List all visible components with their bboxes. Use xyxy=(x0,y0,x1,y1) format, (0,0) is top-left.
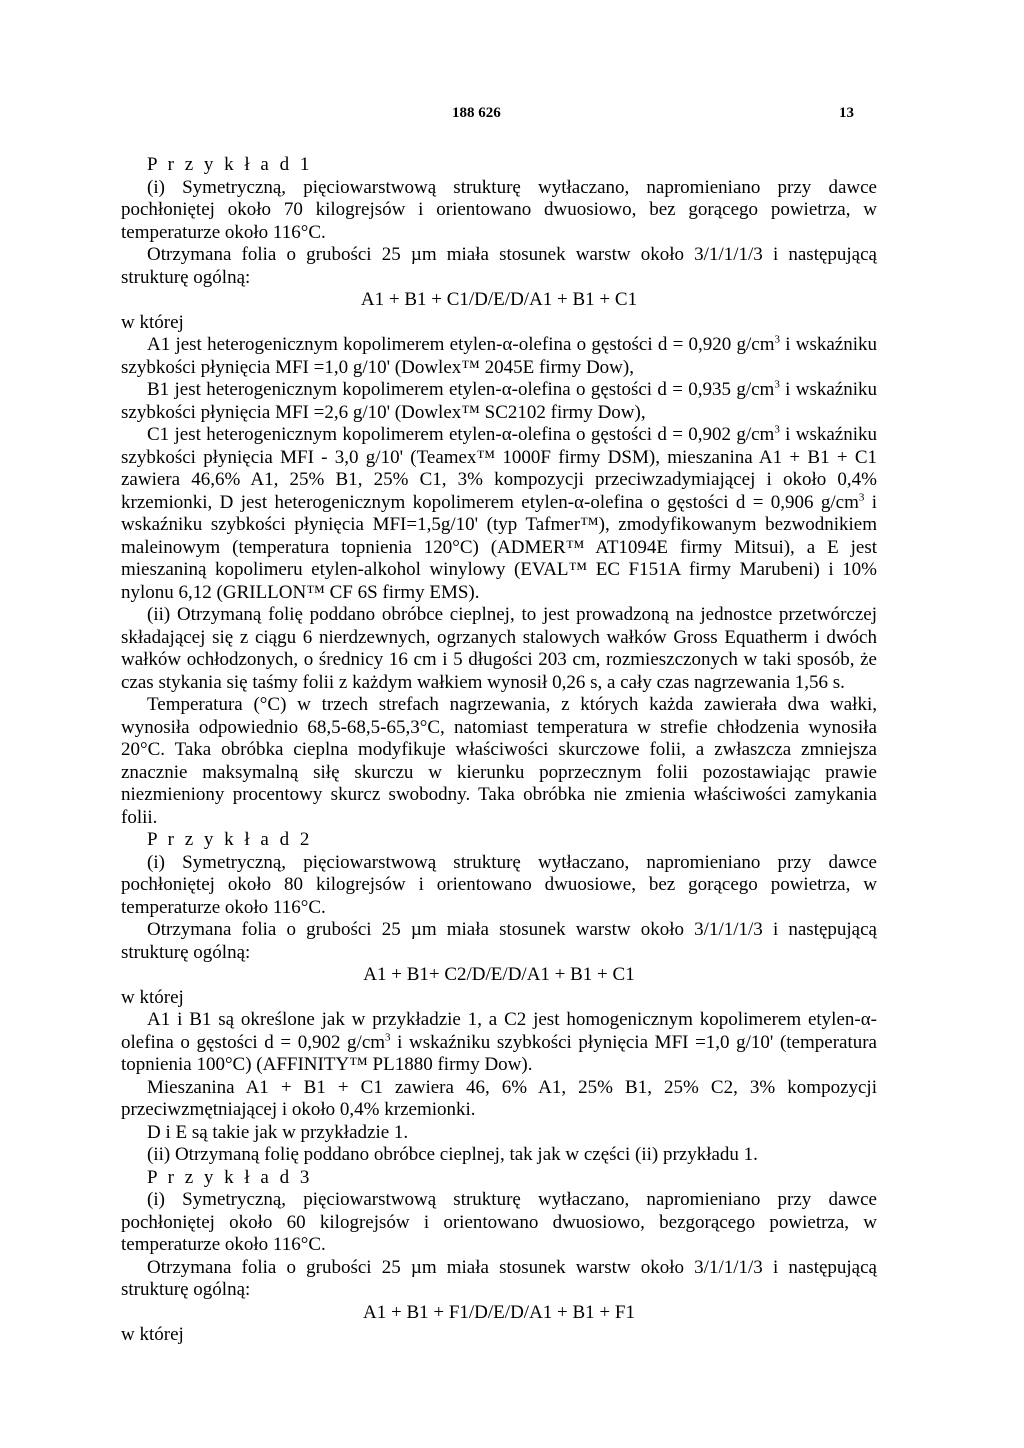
page-number: 13 xyxy=(839,105,854,121)
example-2-mixture: Mieszanina A1 + B1 + C1 zawiera 46, 6% A1, 25% B1, 25% C2, 3% kompozycji przeciwzmętniającej i około 0,4% krzemionki. xyxy=(121,1076,877,1120)
example-3-film-description: Otrzymana folia o grubości 25 µm miała stosunek warstw około 3/1/1/1/3 i następującą strukturę ogólną: xyxy=(121,1256,877,1300)
example-1-c1-definition: C1 jest heterogenicznym kopolimerem etylen-α-olefina o gęstości d = 0,902 $g/cm^3$ i wskaźniku szybkości płynięcia MFI - 3,0 g/10' (Teamex™ 1000F firmy DSM), mieszanina A1 + B1 + C1 zawiera 46,6% A1, 25% B1, 25% C1, 3% kompozycji przeciwzadymiającej i około 0,4% krzemionki, D jest heterogenicznym kopolimerem etylen-α-olefina o gęstości d = 0,906 $g/cm^3$ i wskaźniku szybkości płynięcia MFI=1,5g/10' (typ Tafmer™), zmodyfikowanym bezwodnikiem maleinowym (temperatura topnienia 120°C) (ADMER™ AT1094E firmy Mitsui), a E jest mieszaniną kopolimeru etylen-alkohol winylowy (EVAL™ EC F151A firmy Marubeni) i 10% nylonu 6,12 (GRILLON™ CF 6S firmy EMS). xyxy=(121,423,877,603)
example-2-definition: A1 i B1 są określone jak w przykładzie 1, a C2 jest homogenicznym kopolimerem etylen-α-olefina o gęstości d = 0,902 $g/cm^3$ i wskaźniku szybkości płynięcia MFI =1,0 g/10' (temperatura topnienia 100°C) (AFFINITY™ PL1880 firmy Dow). xyxy=(121,1009,877,1075)
example-2-part-ii: (ii) Otrzymaną folię poddano obróbce cieplnej, tak jak w części (ii) przykładu 1. xyxy=(147,1144,758,1165)
example-1-film-description: Otrzymana folia o grubości 25 µm miała stosunek warstw około 3/1/1/1/3 i następującą strukturę ogólną: xyxy=(121,244,877,288)
example-2-d-and-e: D i E są takie jak w przykładzie 1. xyxy=(147,1121,409,1143)
example-2-film-description: Otrzymana folia o grubości 25 µm miała stosunek warstw około 3/1/1/1/3 i następującą strukturę ogólną: xyxy=(121,919,877,963)
example-2-formula: A1 + B1+ C2/D/E/D/A1 + B1 + C1 xyxy=(363,964,635,985)
example-3-where: w której xyxy=(121,1324,184,1345)
example-2-where: w której xyxy=(121,986,184,1008)
document-body xyxy=(121,154,877,1347)
example-1-where: w której xyxy=(121,311,184,333)
example-1-heading: P r z y k ł a d 1 xyxy=(147,154,313,175)
patent-number: 188 626 xyxy=(452,105,501,121)
example-1-part-ii: (ii) Otrzymaną folię poddano obróbce cieplnej, to jest prowadzoną na jednostce przetwórczej składającej się z ciągu 6 nierdzewnych, ogrzanych stalowych wałków Gross Equatherm i dwóch wałków ochłodzonych, o średnicy 16 cm i 5 długości 203 cm, rozmieszczonych w taki sposób, że czas stykania się taśmy folii z każdym wałkiem wynosił 0,26 s, a cały czas nagrzewania 1,56 s. xyxy=(121,604,877,693)
example-1-part-i: (i) Symetryczną, pięciowarstwową strukturę wytłaczano, napromieniano przy dawce pochłoniętej około 70 kilogrejsów i orientowano dwuosiowo, bez gorącego powietrza, w temperaturze około 116°C. xyxy=(121,176,877,243)
example-3-formula: A1 + B1 + F1/D/E/D/A1 + B1 + F1 xyxy=(363,1301,635,1323)
example-2-part-i: (i) Symetryczną, pięciowarstwową strukturę wytłaczano, napromieniano przy dawce pochłoniętej około 80 kilogrejsów i orientowano dwuosiowe, bez gorącego powietrza, w temperaturze około 116°C. xyxy=(121,851,877,918)
example-1-formula: A1 + B1 + C1/D/E/D/A1 + B1 + C1 xyxy=(360,289,638,310)
example-1-b1-definition: B1 jest heterogenicznym kopolimerem etylen-α-olefina o gęstości d = 0,935 $g/cm^3$ i wskaźniku szybkości płynięcia MFI =2,6 g/10' (Dowlex™ SC2102 firmy Dow), xyxy=(121,378,877,423)
example-2-heading: P r z y k ł a d 2 xyxy=(147,829,313,850)
page-header xyxy=(0,102,1024,126)
example-1-temperature: Temperatura (°C) w trzech strefach nagrzewania, z których każda zawierała dwa wałki, wynosiła odpowiednio 68,5-68,5-65,3°C, natomiast temperatura w strefie chłodzenia wynosiła 20°C. Taka obróbka cieplna modyfikuje właściwości skurczowe folii, a zwłaszcza zmniejsza znacznie maksymalną siłę skurczu w kierunku poprzecznym folii pozostawiając prawie niezmieniony procentowy skurcz swobodny. Taka obróbka nie zmienia właściwości zamykania folii. xyxy=(121,694,877,828)
example-1-a1-definition: A1 jest heterogenicznym kopolimerem etylen-α-olefina o gęstości d = 0,920 $g/cm^3$ i wskaźniku szybkości płynięcia MFI =1,0 g/10' (Dowlex™ 2045E firmy Dow), xyxy=(121,333,877,378)
example-3-heading: P r z y k ł a d 3 xyxy=(147,1166,313,1188)
example-3-part-i: (i) Symetryczną, pięciowarstwową strukturę wytłaczano, napromieniano przy dawce pochłoniętej około 60 kilogrejsów i orientowano dwuosiowo, bezgorącego powietrza, w temperaturze około 116°C. xyxy=(121,1189,877,1255)
